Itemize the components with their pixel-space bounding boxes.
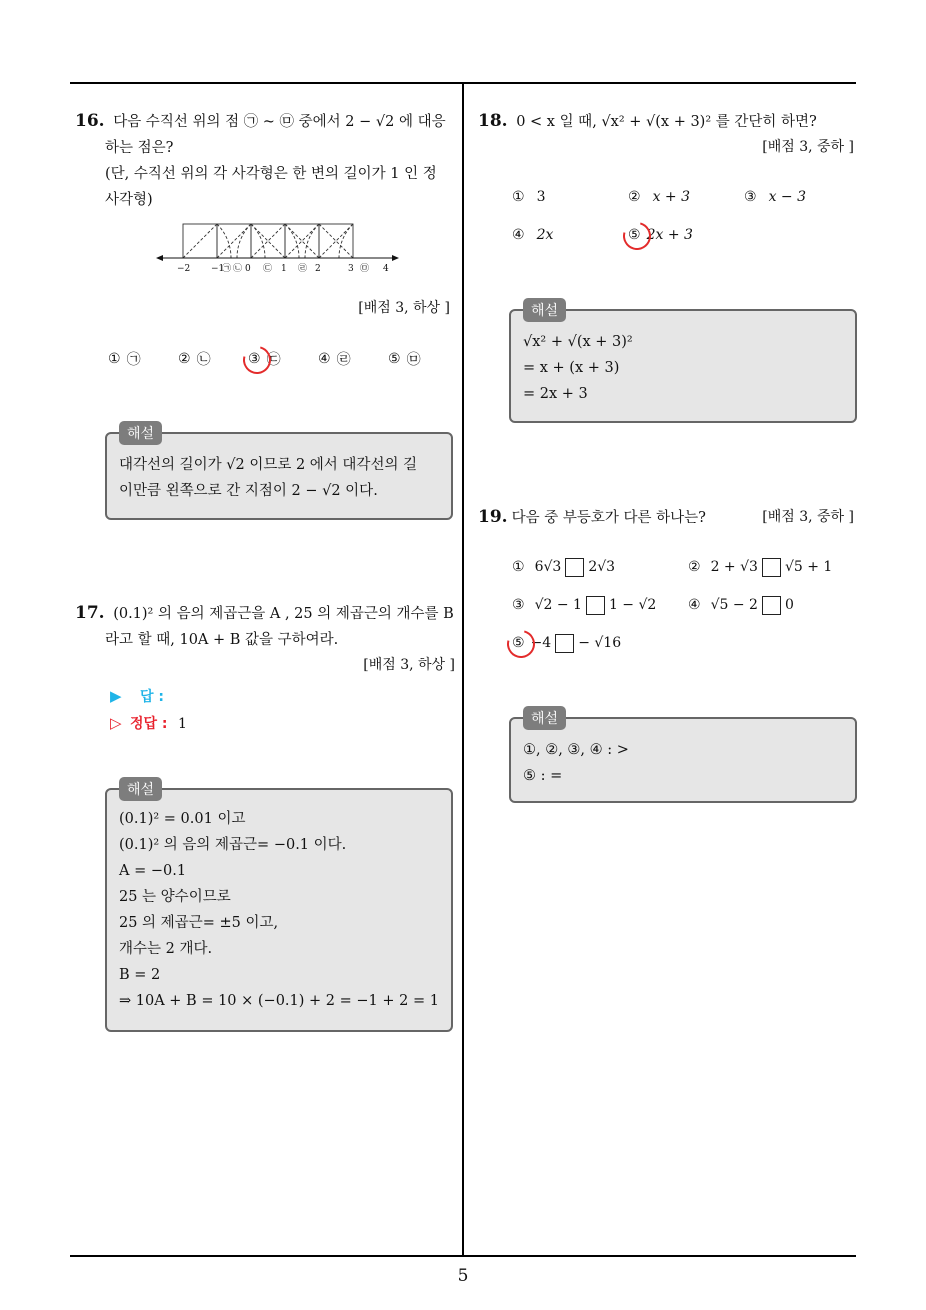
play-outline-icon: ▷ xyxy=(110,714,122,732)
point-label-a: ㉠ xyxy=(222,264,232,274)
choice-number: ⑤ xyxy=(512,635,525,651)
solution-tag: 해설 xyxy=(523,706,566,730)
choice-number: ⑤ xyxy=(628,227,641,243)
question-17 xyxy=(75,600,455,677)
score-q17: [배점 3, 하상 ] xyxy=(363,657,455,673)
choices-q16 xyxy=(108,340,453,378)
point-label-d: ㉣ xyxy=(298,264,308,274)
question-text-line2: 하는 점은? xyxy=(105,140,174,156)
solution-box-q17 xyxy=(105,782,453,1032)
correct-answer-row xyxy=(110,709,187,738)
choice-text: ㉤ xyxy=(406,352,421,368)
question-number: 16. xyxy=(75,111,105,131)
question-number: 17. xyxy=(75,603,105,623)
solution-line: = x + (x + 3) xyxy=(523,360,620,376)
correct-value: 1 xyxy=(177,716,187,732)
solution-line: (0.1)² 의 음의 제곱근= −0.1 이다. xyxy=(119,837,347,853)
score-q18: [배점 3, 중하 ] xyxy=(762,139,854,155)
solution-line: A = −0.1 xyxy=(119,863,187,879)
choice-3[interactable] xyxy=(512,586,688,624)
choice-number: ② xyxy=(178,351,191,367)
solution-line: √x² + √(x + 3)² xyxy=(523,334,633,350)
solution-line: = 2x + 3 xyxy=(523,386,588,402)
question-text-line1: 다음 수직선 위의 점 ㉠ ~ ㉤ 중에서 2 − √2 에 대응 xyxy=(113,114,446,130)
solution-box-q18 xyxy=(509,303,857,423)
choice-1[interactable] xyxy=(512,178,628,216)
correct-label: 정답 : xyxy=(130,716,168,732)
solution-tag: 해설 xyxy=(119,777,162,801)
choice-number: ③ xyxy=(512,597,525,613)
tick-label-neg1: −1 xyxy=(211,264,225,274)
choice-text: ㉢ xyxy=(266,352,281,368)
score-q16: [배점 3, 하상 ] xyxy=(358,300,450,316)
answer-label: 답 : xyxy=(140,689,164,705)
question-text: 0 < x 일 때, √x² + √(x + 3)² 를 간단히 하면? xyxy=(516,114,817,130)
choice-4[interactable] xyxy=(512,216,628,254)
tick-label-2: 2 xyxy=(315,264,321,274)
choice-left: √5 − 2 xyxy=(710,597,758,613)
choice-left: 6√3 xyxy=(534,559,562,575)
choice-right: √5 + 1 xyxy=(784,559,833,575)
choices-q19 xyxy=(512,548,852,662)
choice-text: ㉡ xyxy=(196,352,211,368)
choice-5[interactable] xyxy=(512,624,688,662)
solution-line: (0.1)² = 0.01 이고 xyxy=(119,811,246,827)
solution-box-q19 xyxy=(509,711,857,803)
choice-number: ③ xyxy=(248,351,261,367)
choice-3[interactable] xyxy=(744,178,844,216)
number-line-figure xyxy=(155,215,405,275)
inequality-box[interactable] xyxy=(565,558,584,577)
choice-2[interactable] xyxy=(688,548,848,586)
question-19 xyxy=(478,504,854,531)
choice-2[interactable] xyxy=(178,340,248,378)
question-16 xyxy=(75,108,455,213)
choice-3[interactable] xyxy=(248,340,318,378)
choice-number: ④ xyxy=(688,597,701,613)
choice-left: 2 + √3 xyxy=(710,559,758,575)
answer-row xyxy=(110,682,164,711)
choice-text: x − 3 xyxy=(768,189,806,205)
inequality-box[interactable] xyxy=(762,596,781,615)
choice-left: √2 − 1 xyxy=(534,597,582,613)
tick-label-3: 3 xyxy=(348,264,354,274)
solution-tag: 해설 xyxy=(523,298,566,322)
choice-number: ① xyxy=(108,351,121,367)
inequality-box[interactable] xyxy=(586,596,605,615)
choice-text: x + 3 xyxy=(652,189,690,205)
inequality-box[interactable] xyxy=(555,634,574,653)
choice-text: 2x + 3 xyxy=(646,227,693,243)
point-label-c: ㉢ xyxy=(263,264,273,274)
choice-number: ③ xyxy=(744,189,757,205)
question-number: 18. xyxy=(478,111,508,131)
play-icon: ▶ xyxy=(110,687,122,705)
choices-q18 xyxy=(512,178,852,254)
tick-label-4: 4 xyxy=(383,264,389,274)
question-number: 19. xyxy=(478,507,508,527)
score-q19: [배점 3, 중하 ] xyxy=(762,509,854,525)
choice-right: 1 − √2 xyxy=(608,597,657,613)
solution-line: 25 는 양수이므로 xyxy=(119,889,231,905)
choice-text: ㉣ xyxy=(336,352,351,368)
tick-label-0: 0 xyxy=(245,264,251,274)
choice-number: ④ xyxy=(512,227,525,243)
choice-right: 0 xyxy=(784,597,794,613)
solution-box-q16 xyxy=(105,426,453,520)
question-text-line4: 사각형) xyxy=(105,192,153,208)
solution-line: ⇒ 10A + B = 10 × (−0.1) + 2 = −1 + 2 = 1 xyxy=(119,993,439,1009)
choice-number: ⑤ xyxy=(388,351,401,367)
choice-text: 2x xyxy=(536,227,554,243)
point-label-b: ㉡ xyxy=(233,264,243,274)
choice-2[interactable] xyxy=(628,178,744,216)
choice-right: − √16 xyxy=(578,635,622,651)
answer-mark xyxy=(502,625,540,663)
choice-number: ① xyxy=(512,559,525,575)
inequality-box[interactable] xyxy=(762,558,781,577)
bottom-rule xyxy=(70,1255,856,1257)
choice-1[interactable] xyxy=(108,340,178,378)
column-divider xyxy=(462,82,464,1256)
choice-4[interactable] xyxy=(318,340,388,378)
solution-line: ⑤ : = xyxy=(523,768,563,784)
choice-number: ① xyxy=(512,189,525,205)
page-number: 5 xyxy=(457,1266,469,1286)
choice-right: 2√3 xyxy=(588,559,616,575)
question-text: 다음 중 부등호가 다른 하나는? xyxy=(511,510,706,526)
choice-4[interactable] xyxy=(688,586,848,624)
choice-text: ㉠ xyxy=(126,352,141,368)
solution-line: ①, ②, ③, ④ : > xyxy=(523,742,629,758)
solution-line: 대각선의 길이가 √2 이므로 2 에서 대각선의 길 xyxy=(119,457,418,473)
question-text-line1: (0.1)² 의 음의 제곱근을 A , 25 의 제곱근의 개수를 B xyxy=(113,606,454,622)
choice-text: 3 xyxy=(536,189,546,205)
tick-label-1: 1 xyxy=(281,264,287,274)
solution-line: 25 의 제곱근= ±5 이고, xyxy=(119,915,279,931)
choice-left: −4 xyxy=(530,635,552,651)
choice-5[interactable] xyxy=(388,340,448,378)
point-label-e: ㉤ xyxy=(360,264,370,274)
solution-line: B = 2 xyxy=(119,967,161,983)
choice-number: ④ xyxy=(318,351,331,367)
solution-line: 개수는 2 개다. xyxy=(119,941,213,957)
choice-1[interactable] xyxy=(512,548,688,586)
solution-tag: 해설 xyxy=(119,421,162,445)
question-text-line3: (단, 수직선 위의 각 사각형은 한 변의 길이가 1 인 정 xyxy=(105,166,437,182)
tick-label-neg2: −2 xyxy=(177,264,191,274)
choice-5[interactable] xyxy=(628,216,744,254)
question-text-line2: 라고 할 때, 10A + B 값을 구하여라. xyxy=(105,632,339,648)
choice-number: ② xyxy=(688,559,701,575)
solution-line: 이만큼 왼쪽으로 간 지점이 2 − √2 이다. xyxy=(119,483,378,499)
choice-number: ② xyxy=(628,189,641,205)
question-18 xyxy=(478,108,854,159)
